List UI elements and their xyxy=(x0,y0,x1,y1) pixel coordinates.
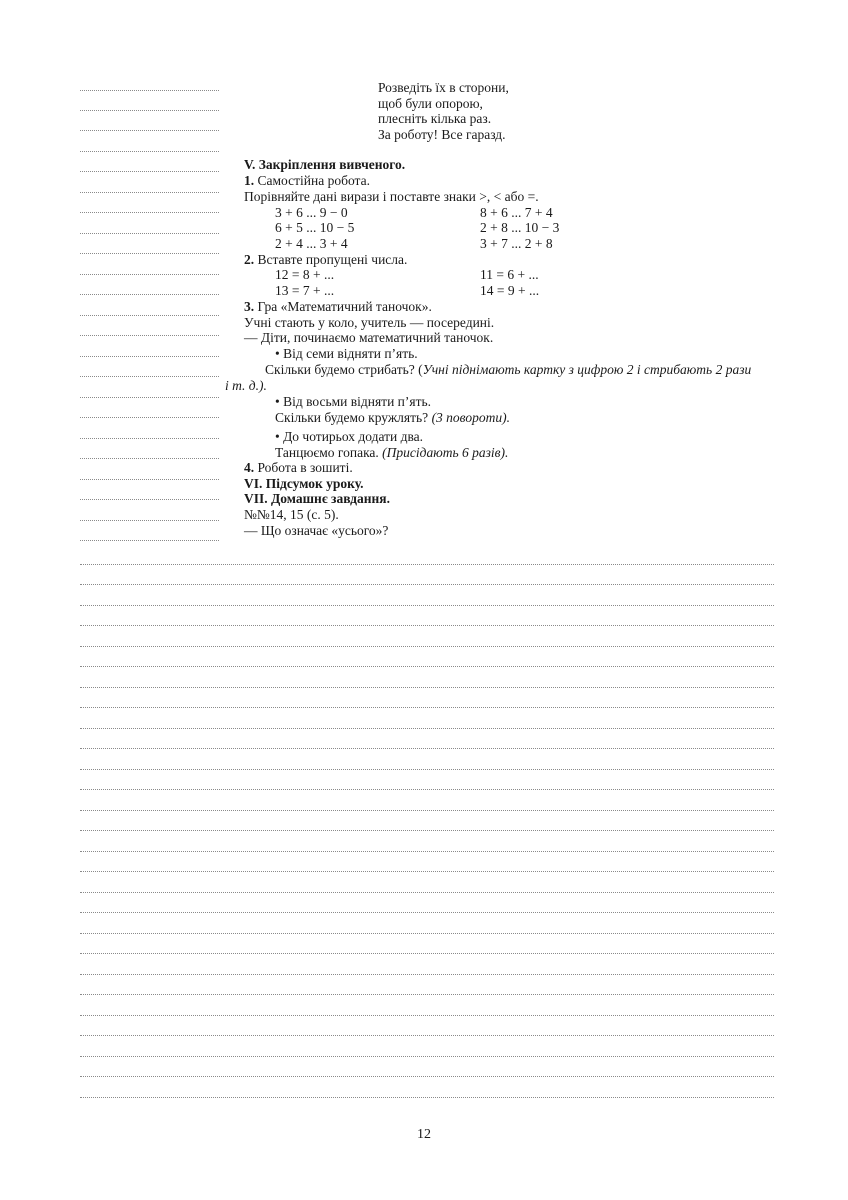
note-line xyxy=(80,871,774,872)
note-line xyxy=(80,830,774,831)
missing-number-equation: 13 = 7 + ... xyxy=(275,283,335,298)
comparison-expression: 8 + 6 ... 7 + 4 xyxy=(480,205,553,220)
task-number: 4. xyxy=(244,460,255,475)
question-text: Танцюємо гопака. xyxy=(275,445,379,460)
comparison-expression: 2 + 8 ... 10 − 3 xyxy=(480,220,560,235)
game-bullet: • Від восьми відняти п’ять. xyxy=(275,394,432,409)
note-line xyxy=(80,769,774,770)
question-text: Скільки будемо кружлять? xyxy=(275,410,429,425)
game-bullet: • Від семи відняти п’ять. xyxy=(275,346,418,361)
comparison-expression: 3 + 6 ... 9 − 0 xyxy=(275,205,348,220)
game-bullet: • До чотирьох додати два. xyxy=(275,429,424,444)
note-line xyxy=(80,912,774,913)
note-line xyxy=(80,810,774,811)
task-number: 1. xyxy=(244,173,255,188)
task-number: 3. xyxy=(244,299,255,314)
task-title: Гра «Математичний таночок». xyxy=(257,299,432,314)
note-line xyxy=(80,728,774,729)
task-3-text: Учні стають у коло, учитель — посередині. xyxy=(244,315,495,330)
homework-line: №№14, 15 (с. 5). xyxy=(244,507,339,522)
task-4-heading xyxy=(244,460,353,475)
note-line xyxy=(80,584,774,585)
note-line xyxy=(80,892,774,893)
note-line xyxy=(80,851,774,852)
comparison-expression: 3 + 7 ... 2 + 8 xyxy=(480,236,553,251)
task-title: Вставте пропущені числа. xyxy=(257,252,408,267)
task-3-heading xyxy=(244,299,432,314)
section-7-title: VII. Домашнє завдання. xyxy=(244,491,390,506)
game-question xyxy=(275,445,508,460)
note-line xyxy=(80,564,774,565)
game-question xyxy=(265,362,751,377)
note-line xyxy=(80,994,774,995)
task-1-heading xyxy=(244,173,370,188)
poem-line: щоб були опорою, xyxy=(378,96,483,111)
note-line xyxy=(80,646,774,647)
task-1-instruction: Порівняйте дані вирази і поставте знаки >, < або =. xyxy=(244,189,539,204)
page-number: 12 xyxy=(417,1127,431,1142)
note-line xyxy=(80,1097,774,1098)
poem-line: За роботу! Все гаразд. xyxy=(378,127,506,142)
note-line xyxy=(80,748,774,749)
homework-line: — Що означає «усього»? xyxy=(244,523,389,538)
poem-line: плесніть кілька раз. xyxy=(378,111,492,126)
note-line xyxy=(80,1056,774,1057)
comparison-expression: 2 + 4 ... 3 + 4 xyxy=(275,236,348,251)
section-6-title: VI. Підсумок уроку. xyxy=(244,476,364,491)
missing-number-equation: 14 = 9 + ... xyxy=(480,283,540,298)
note-line xyxy=(80,1076,774,1077)
comparison-expression: 6 + 5 ... 10 − 5 xyxy=(275,220,355,235)
question-text: Скільки будемо стрибать? ( xyxy=(265,362,423,377)
task-2-heading xyxy=(244,252,407,267)
game-question xyxy=(275,410,510,425)
note-line xyxy=(80,789,774,790)
section-5-title: V. Закріплення вивченого. xyxy=(244,157,406,172)
note-line xyxy=(80,666,774,667)
note-line xyxy=(80,707,774,708)
note-line xyxy=(80,1015,774,1016)
note-line xyxy=(80,625,774,626)
note-line xyxy=(80,605,774,606)
missing-number-equation: 11 = 6 + ... xyxy=(480,267,539,282)
note-line xyxy=(80,933,774,934)
task-number: 2. xyxy=(244,252,255,267)
note-line xyxy=(80,1035,774,1036)
task-title: Самостійна робота. xyxy=(257,173,370,188)
note-line xyxy=(80,687,774,688)
question-note: Учні піднімають картку з цифрою 2 і стрибають 2 рази xyxy=(422,362,752,377)
task-3-text: — Діти, починаємо математичний таночок. xyxy=(244,330,494,345)
poem-line: Розведіть їх в сторони, xyxy=(378,80,509,95)
question-note: (3 повороти). xyxy=(431,410,510,425)
task-title: Робота в зошиті. xyxy=(257,460,353,475)
note-line xyxy=(80,974,774,975)
missing-number-equation: 12 = 8 + ... xyxy=(275,267,335,282)
game-question-continuation: і т. д.). xyxy=(225,378,267,393)
full-width-note-lines xyxy=(80,0,775,1110)
note-line xyxy=(80,953,774,954)
question-note: (Присідають 6 разів). xyxy=(382,445,509,460)
